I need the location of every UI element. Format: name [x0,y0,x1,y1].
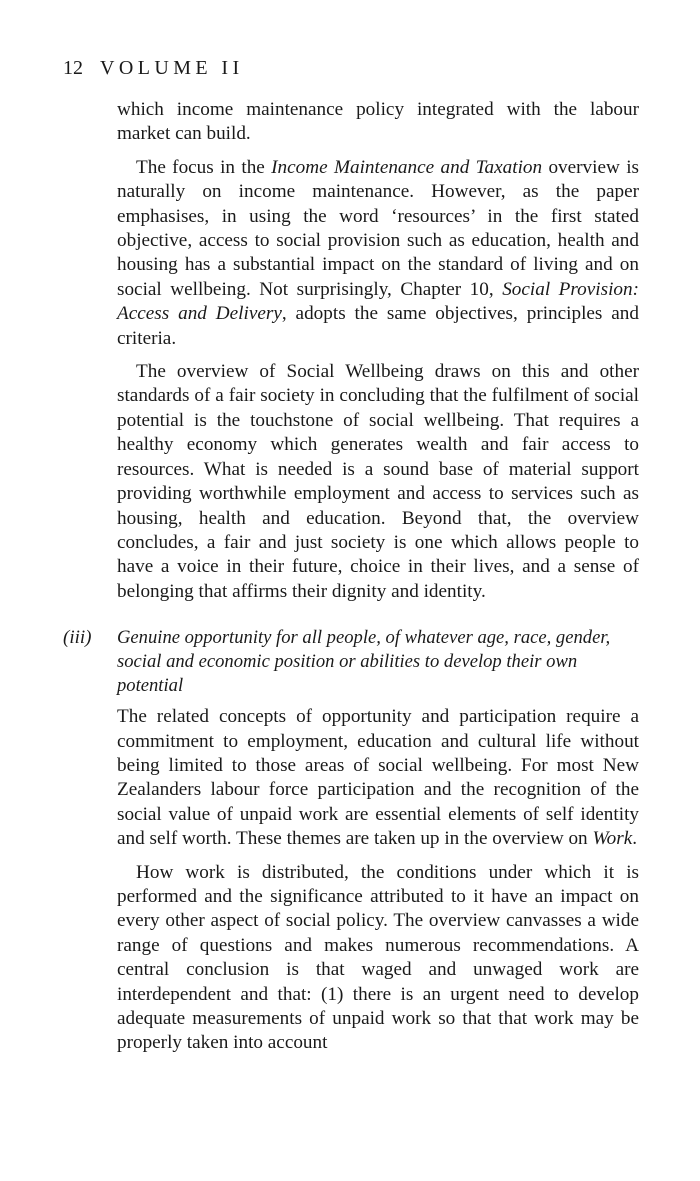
section-marker: (iii) [63,627,92,649]
title-income-maintenance: Income Maintenance and Taxation [271,156,543,178]
title-social-provision: Social Provision: Access and Delivery [117,278,639,325]
page-number: 12 [63,57,83,79]
paragraph-5: How work is distributed, the conditions under which it is performed and the significance attributed to it have an impact on every other aspect of social policy. The overview canvasses a wide range of questions and makes numerous recommendations. A central conclusion is that waged and unwaged work are interdependent and that: (1) there is an urgent need to develop adequate measurements of unpaid work so that that work may be properly taken into account [117,861,639,1054]
body-text [63,98,639,1056]
section-title: Genuine opportunity for all people, of whatever age, race, gender, social and economic position or abilities to develop their own potential [117,627,611,697]
paragraph-2-text-b: overview is naturally on income maintenance. However, as the paper emphasises, in using the word ‘resources’ in the first stated objective, access to social provision such as education, health and housing has a substantial impact on the standard of living and on social wellbeing. Not surprisingly, Chapter 10, [117,156,639,300]
paragraph-1: which income maintenance policy integrated with the labour market can build. [117,99,639,145]
paragraph-3: The overview of Social Wellbeing draws on this and other standards of a fair society in concluding that the fulfilment of social potential is the touchstone of social wellbeing. That requires a healthy economy which generates wealth and fair access to resources. What is needed is a sound base of material support providing worthwhile employment and access to services such as housing, health and education. Beyond that, the overview concludes, a fair and just society is one which allows people to have a voice in their future, choice in their lives, and a sense of belonging that affirms their dignity and identity. [117,361,639,602]
paragraph-2-text-a: The focus in the [136,156,272,178]
paragraph-2-text-c: , adopts the same objectives, principles and criteria. [117,303,639,349]
volume-label: VOLUME II [100,57,244,79]
paragraph-2 [117,156,639,351]
title-work: Work [592,828,633,850]
running-header [63,58,244,78]
paragraph-4-text-a: The related concepts of opportunity and participation require a commitment to employment, education and cultural life without being limited to those areas of social wellbeing. For most New Zealanders labour force participation and the recognition of the social value of unpaid work are essential elements of self identity and self worth. These themes are taken up in the overview on [117,706,639,850]
section-iii [63,626,639,1056]
paragraph-4-text-b: . [632,828,638,850]
paragraph-4 [117,705,639,851]
